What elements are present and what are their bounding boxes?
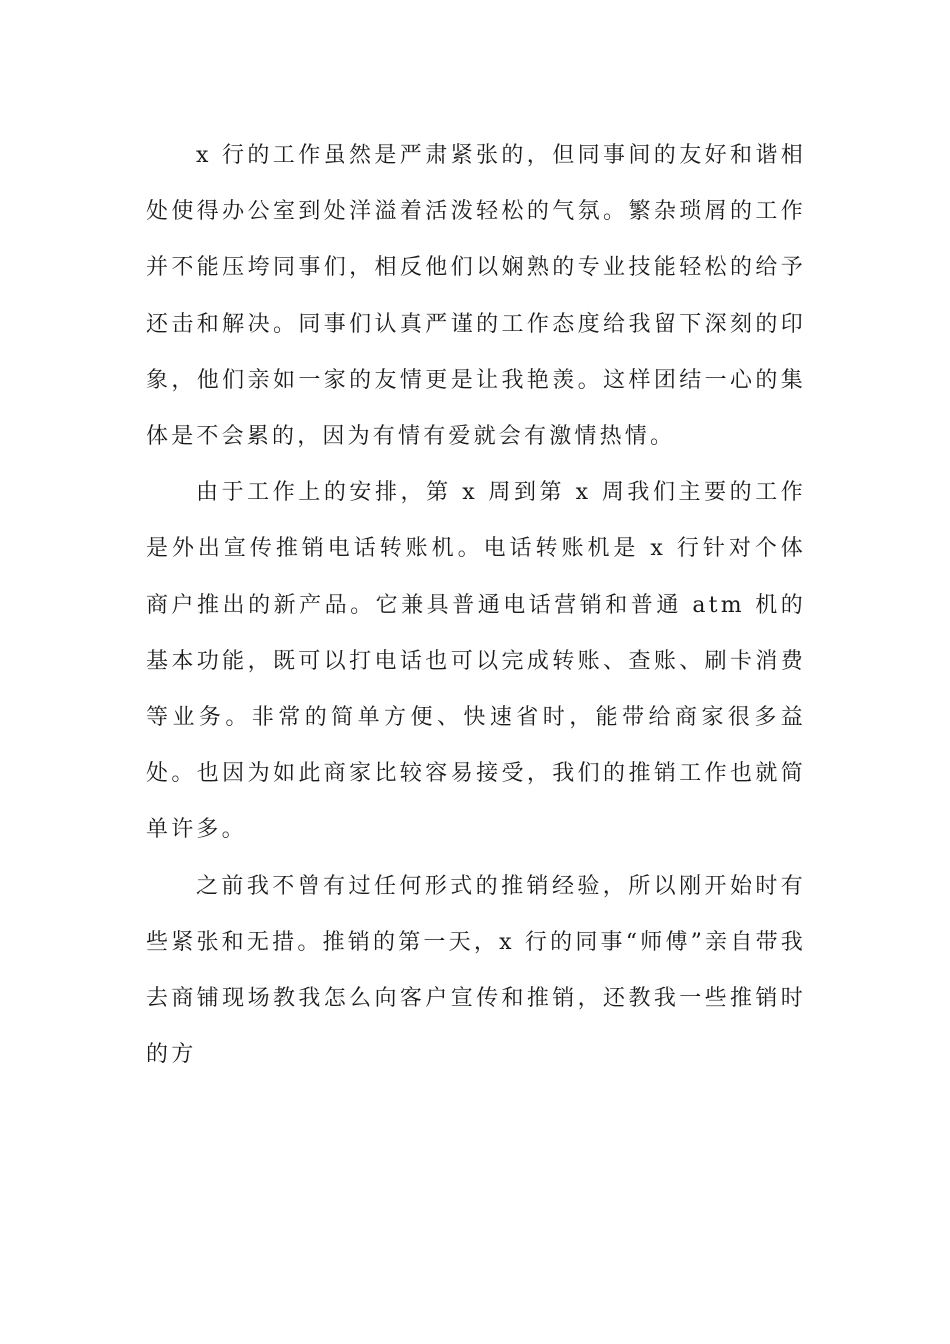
paragraph-2: 由于工作上的安排，第 x 周到第 x 周我们主要的工作是外出宣传推销电话转账机。电话转账机是 x 行针对个体商户推出的新产品。它兼具普通电话营销和普通 atm 机的基本功能，既可以打电话也可以完成转账、查账、刷卡消费等业务。非常的简单方便、快速省时，能带给商家很多益处。也因为如此商家比较容易接受，我们的推销工作也就简单许多。 [146,480,806,843]
document-body [146,128,806,1083]
paragraph-3: 之前我不曾有过任何形式的推销经验，所以刚开始时有些紧张和无措。推销的第一天，x 行的同事“师傅”亲自带我去商铺现场教我怎么向客户宣传和推销，还教我一些推销时的方 [146,873,806,1068]
paragraph-1: x 行的工作虽然是严肃紧张的，但同事间的友好和谐相处使得办公室到处洋溢着活泼轻松的气氛。繁杂琐屑的工作并不能压垮同事们，相反他们以娴熟的专业技能轻松的给予还击和解决。同事们认真严谨的工作态度给我留下深刻的印象，他们亲如一家的友情更是让我艳羡。这样团结一心的集体是不会累的，因为有情有爱就会有激情热情。 [146,143,806,450]
